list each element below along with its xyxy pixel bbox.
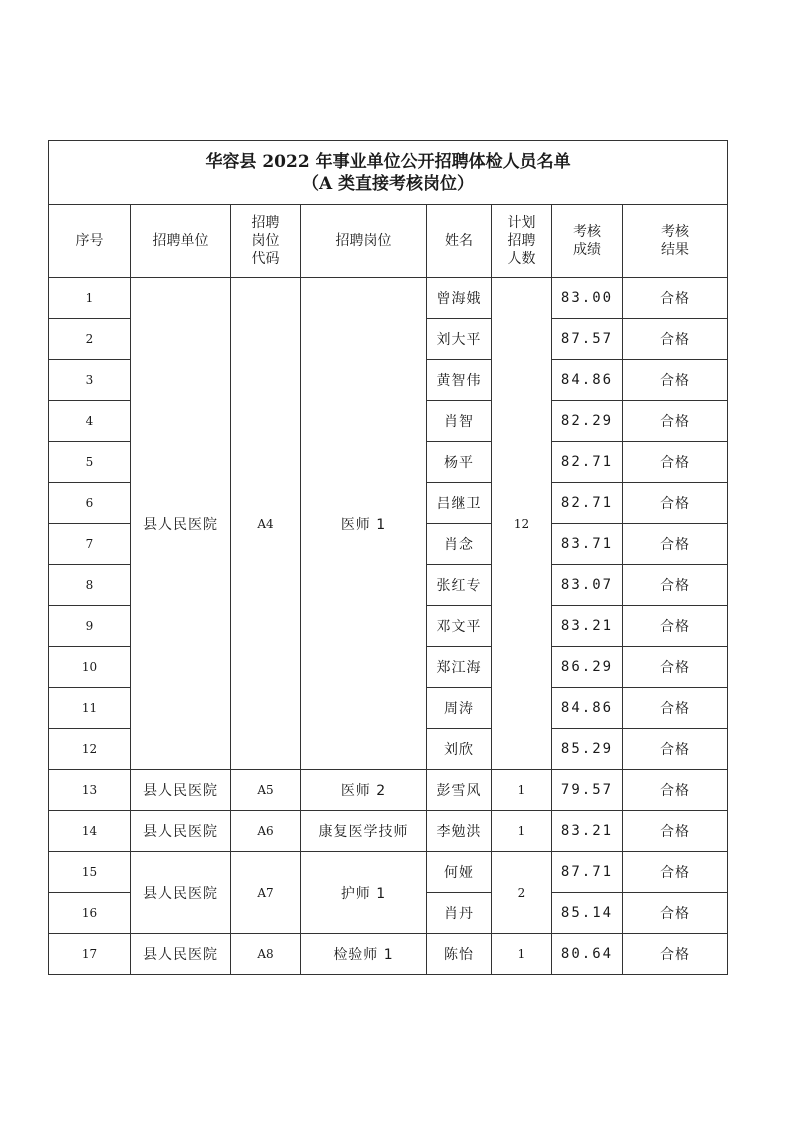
cell-index: 15 xyxy=(49,852,131,893)
cell-name: 郑江海 xyxy=(427,647,492,688)
cell-position-code: A7 xyxy=(231,852,301,934)
cell-result: 合格 xyxy=(623,688,728,729)
table-title xyxy=(49,141,728,205)
cell-unit: 县人民医院 xyxy=(131,934,231,975)
cell-index: 13 xyxy=(49,770,131,811)
cell-unit: 县人民医院 xyxy=(131,852,231,934)
cell-name: 刘欣 xyxy=(427,729,492,770)
cell-result: 合格 xyxy=(623,729,728,770)
cell-score: 79.57 xyxy=(552,770,623,811)
cell-result: 合格 xyxy=(623,606,728,647)
header-unit-line: 招聘单位 xyxy=(152,233,209,249)
header-score-line: 成绩 xyxy=(573,242,601,258)
cell-plan-count: 1 xyxy=(492,811,552,852)
header-position xyxy=(301,205,427,278)
cell-result: 合格 xyxy=(623,565,728,606)
cell-name: 陈怡 xyxy=(427,934,492,975)
cell-score: 80.64 xyxy=(552,934,623,975)
cell-result: 合格 xyxy=(623,852,728,893)
cell-unit: 县人民医院 xyxy=(131,811,231,852)
cell-name: 李勉洪 xyxy=(427,811,492,852)
header-plan xyxy=(492,205,552,278)
cell-score: 82.71 xyxy=(552,442,623,483)
cell-name: 肖丹 xyxy=(427,893,492,934)
cell-score: 85.14 xyxy=(552,893,623,934)
cell-position-code: A4 xyxy=(231,278,301,770)
header-unit xyxy=(131,205,231,278)
cell-score: 83.00 xyxy=(552,278,623,319)
cell-result: 合格 xyxy=(623,524,728,565)
cell-score: 83.71 xyxy=(552,524,623,565)
cell-result: 合格 xyxy=(623,360,728,401)
table-row xyxy=(49,811,728,852)
header-code-line: 岗位 xyxy=(251,233,280,249)
title-line-1: 华容县 2022 年事业单位公开招聘体检人员名单 xyxy=(205,151,571,172)
cell-position-code: A6 xyxy=(231,811,301,852)
title-line-2: （A 类直接考核岗位） xyxy=(301,173,475,194)
cell-position: 护师 1 xyxy=(301,852,427,934)
cell-plan-count: 1 xyxy=(492,934,552,975)
header-score-line: 考核 xyxy=(573,224,601,240)
cell-name: 何娅 xyxy=(427,852,492,893)
header-index xyxy=(49,205,131,278)
cell-score: 85.29 xyxy=(552,729,623,770)
cell-name: 肖智 xyxy=(427,401,492,442)
cell-unit: 县人民医院 xyxy=(131,278,231,770)
cell-index: 9 xyxy=(49,606,131,647)
cell-index: 10 xyxy=(49,647,131,688)
cell-name: 肖念 xyxy=(427,524,492,565)
cell-index: 17 xyxy=(49,934,131,975)
cell-index: 3 xyxy=(49,360,131,401)
cell-index: 12 xyxy=(49,729,131,770)
cell-index: 16 xyxy=(49,893,131,934)
cell-index: 8 xyxy=(49,565,131,606)
cell-name: 刘大平 xyxy=(427,319,492,360)
cell-name: 张红专 xyxy=(427,565,492,606)
cell-score: 87.71 xyxy=(552,852,623,893)
cell-index: 5 xyxy=(49,442,131,483)
cell-result: 合格 xyxy=(623,811,728,852)
cell-plan-count: 12 xyxy=(492,278,552,770)
cell-name: 曾海娥 xyxy=(427,278,492,319)
cell-name: 彭雪风 xyxy=(427,770,492,811)
cell-name: 杨平 xyxy=(427,442,492,483)
cell-result: 合格 xyxy=(623,934,728,975)
header-name-line: 姓名 xyxy=(445,233,473,249)
header-code xyxy=(231,205,301,278)
header-name xyxy=(427,205,492,278)
cell-score: 83.07 xyxy=(552,565,623,606)
header-plan-line: 人数 xyxy=(507,251,536,267)
cell-position-code: A8 xyxy=(231,934,301,975)
cell-result: 合格 xyxy=(623,319,728,360)
cell-index: 11 xyxy=(49,688,131,729)
cell-plan-count: 2 xyxy=(492,852,552,934)
table-row xyxy=(49,770,728,811)
cell-name: 邓文平 xyxy=(427,606,492,647)
cell-name: 周涛 xyxy=(427,688,492,729)
cell-result: 合格 xyxy=(623,401,728,442)
cell-position-code: A5 xyxy=(231,770,301,811)
cell-index: 7 xyxy=(49,524,131,565)
header-code-line: 代码 xyxy=(251,251,280,267)
cell-result: 合格 xyxy=(623,893,728,934)
cell-position: 医师 2 xyxy=(301,770,427,811)
header-row xyxy=(49,205,728,278)
header-plan-line: 计划 xyxy=(507,215,536,231)
header-result-line: 考核 xyxy=(661,224,690,240)
cell-score: 84.86 xyxy=(552,360,623,401)
cell-result: 合格 xyxy=(623,278,728,319)
cell-score: 86.29 xyxy=(552,647,623,688)
cell-name: 黄智伟 xyxy=(427,360,492,401)
header-score xyxy=(552,205,623,278)
cell-name: 吕继卫 xyxy=(427,483,492,524)
cell-position: 康复医学技师 xyxy=(301,811,427,852)
table-row xyxy=(49,852,728,893)
cell-index: 2 xyxy=(49,319,131,360)
cell-position: 检验师 1 xyxy=(301,934,427,975)
table-row xyxy=(49,278,728,319)
cell-index: 14 xyxy=(49,811,131,852)
cell-score: 87.57 xyxy=(552,319,623,360)
cell-result: 合格 xyxy=(623,483,728,524)
cell-unit: 县人民医院 xyxy=(131,770,231,811)
cell-index: 4 xyxy=(49,401,131,442)
table-row xyxy=(49,934,728,975)
header-result-line: 结果 xyxy=(661,242,690,258)
exam-roster-table xyxy=(48,140,728,975)
cell-plan-count: 1 xyxy=(492,770,552,811)
cell-result: 合格 xyxy=(623,770,728,811)
header-plan-line: 招聘 xyxy=(507,233,536,249)
header-position-line: 招聘岗位 xyxy=(335,233,392,249)
cell-score: 82.71 xyxy=(552,483,623,524)
cell-index: 6 xyxy=(49,483,131,524)
cell-position: 医师 1 xyxy=(301,278,427,770)
header-result xyxy=(623,205,728,278)
table-body xyxy=(49,278,728,975)
header-code-line: 招聘 xyxy=(251,215,280,231)
cell-score: 83.21 xyxy=(552,606,623,647)
cell-index: 1 xyxy=(49,278,131,319)
cell-score: 83.21 xyxy=(552,811,623,852)
cell-result: 合格 xyxy=(623,647,728,688)
header-index-line: 序号 xyxy=(75,233,104,249)
cell-score: 82.29 xyxy=(552,401,623,442)
cell-result: 合格 xyxy=(623,442,728,483)
cell-score: 84.86 xyxy=(552,688,623,729)
